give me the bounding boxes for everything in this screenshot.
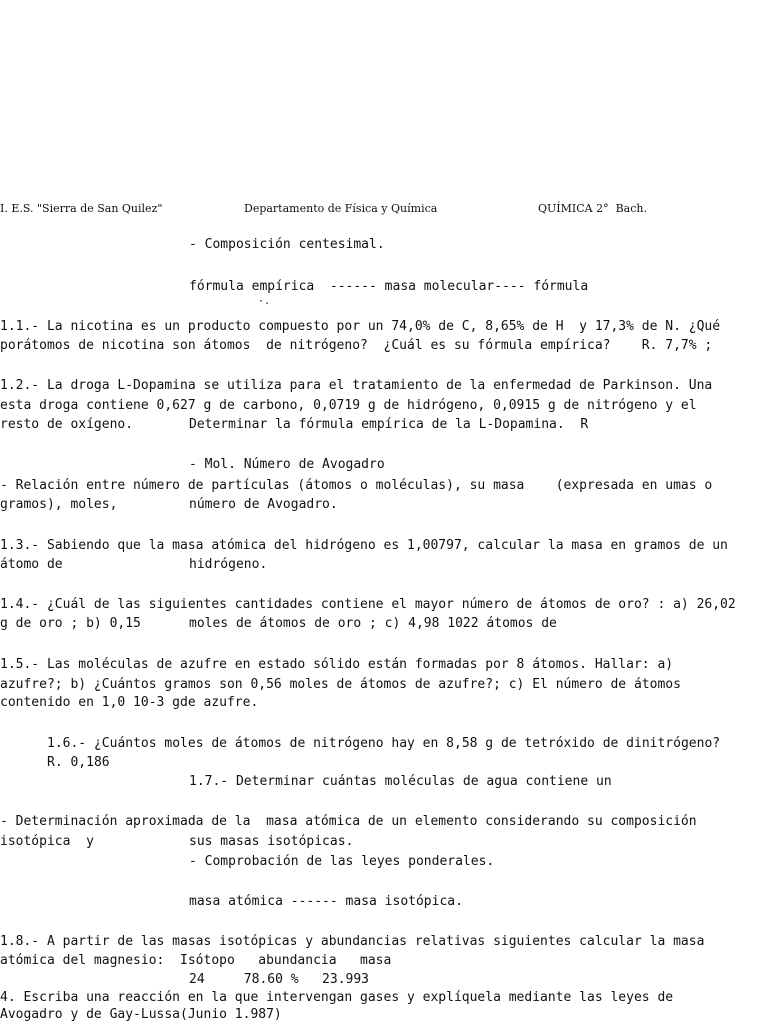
problem-1-6-answer: R. 0,186 [47, 755, 110, 770]
relacion-line-2b: número de Avogadro. [189, 497, 338, 512]
determinacion-line-2a: isotópica y [0, 834, 94, 849]
problem-1-5-line-1: 1.5.- Las moléculas de azufre en estado sólido están formadas por 8 átomos. Hallar: a) [0, 657, 674, 672]
formula-flow-line: fórmula empírica ------ masa molecular---- fórmula [189, 279, 589, 294]
problem-1-8-line-1: 1.8.- A partir de las masas isotópicas y abundancias relativas siguientes calcular la masa [0, 934, 705, 949]
stray-mark: ·. [258, 296, 271, 307]
problem-1-5-line-3: contenido en 1,0 10-3 gde azufre. [0, 695, 259, 710]
problem-1-1-line-1: 1.1.- La nicotina es un producto compuesto por un 74,0% de C, 8,65% de H y 17,3% de N. ¿Qué [0, 319, 721, 334]
department-name: Departamento de Física y Química [244, 202, 438, 215]
problem-1-1-line-2: porátomos de nicotina son átomos de nitrógeno? ¿Cuál es su fórmula empírica? R. 7,7% ; [0, 338, 713, 353]
section-heading-mol: - Mol. Número de Avogadro [189, 457, 385, 472]
problem-1-6-line-1: 1.6.- ¿Cuántos moles de átomos de nitrógeno hay en 8,58 g de tetróxido de dinitrógeno? [47, 736, 721, 751]
problem-1-2-line-3b: Determinar la fórmula empírica de la L-Dopamina. R [189, 417, 589, 432]
section-heading-composicion: - Composición centesimal. [189, 237, 385, 252]
problem-1-4-line-2b: moles de átomos de oro ; c) 4,98 1022 átomos de [189, 616, 557, 631]
problem-1-4-line-2a: g de oro ; b) 0,15 [0, 616, 141, 631]
problem-1-5-line-2: azufre?; b) ¿Cuántos gramos son 0,56 moles de átomos de azufre?; c) El número de átomos [0, 677, 681, 692]
problem-4-line-1: 4. Escriba una reacción en la que intervengan gases y explíquela mediante las leyes de [0, 990, 674, 1005]
determinacion-line-2b: sus masas isotópicas. [189, 834, 354, 849]
problem-1-3-line-2b: hidrógeno. [189, 557, 268, 572]
problem-1-3-line-2a: átomo de [0, 557, 63, 572]
determinacion-line-1: - Determinación aproximada de la masa atómica de un elemento considerando su composición [0, 814, 697, 829]
masa-flow-line: masa atómica ------ masa isotópica. [189, 894, 463, 909]
relacion-line-1: - Relación entre número de partículas (átomos o moléculas), su masa (expresada en umas o [0, 478, 713, 493]
problem-1-4-line-1: 1.4.- ¿Cuál de las siguientes cantidades contiene el mayor número de átomos de oro? : a) 26,02 [0, 597, 736, 612]
problem-1-8-table-row: 24 78.60 % 23.993 [189, 972, 370, 987]
section-heading-comprobacion: - Comprobación de las leyes ponderales. [189, 854, 495, 869]
problem-1-7: 1.7.- Determinar cuántas moléculas de agua contiene un [189, 774, 612, 789]
problem-1-8-line-2: atómica del magnesio: Isótopo abundancia masa [0, 953, 392, 968]
problem-1-3-line-1: 1.3.- Sabiendo que la masa atómica del hidrógeno es 1,00797, calcular la masa en gramos de un [0, 538, 728, 553]
course-name: QUÍMICA 2° Bach. [538, 202, 647, 215]
problem-1-2-line-1: 1.2.- La droga L-Dopamina se utiliza para el tratamiento de la enfermedad de Parkinson. Una [0, 378, 713, 393]
problem-4-line-2: Avogadro y de Gay-Lussa(Junio 1.987) [0, 1007, 282, 1022]
problem-1-2-line-3a: resto de oxígeno. [0, 417, 134, 432]
school-name: I. E.S. "Sierra de San Quilez" [0, 202, 163, 215]
problem-1-2-line-2: esta droga contiene 0,627 g de carbono, 0,0719 g de hidrógeno, 0,0915 g de nitrógeno y el [0, 398, 697, 413]
relacion-line-2a: gramos), moles, [0, 497, 118, 512]
